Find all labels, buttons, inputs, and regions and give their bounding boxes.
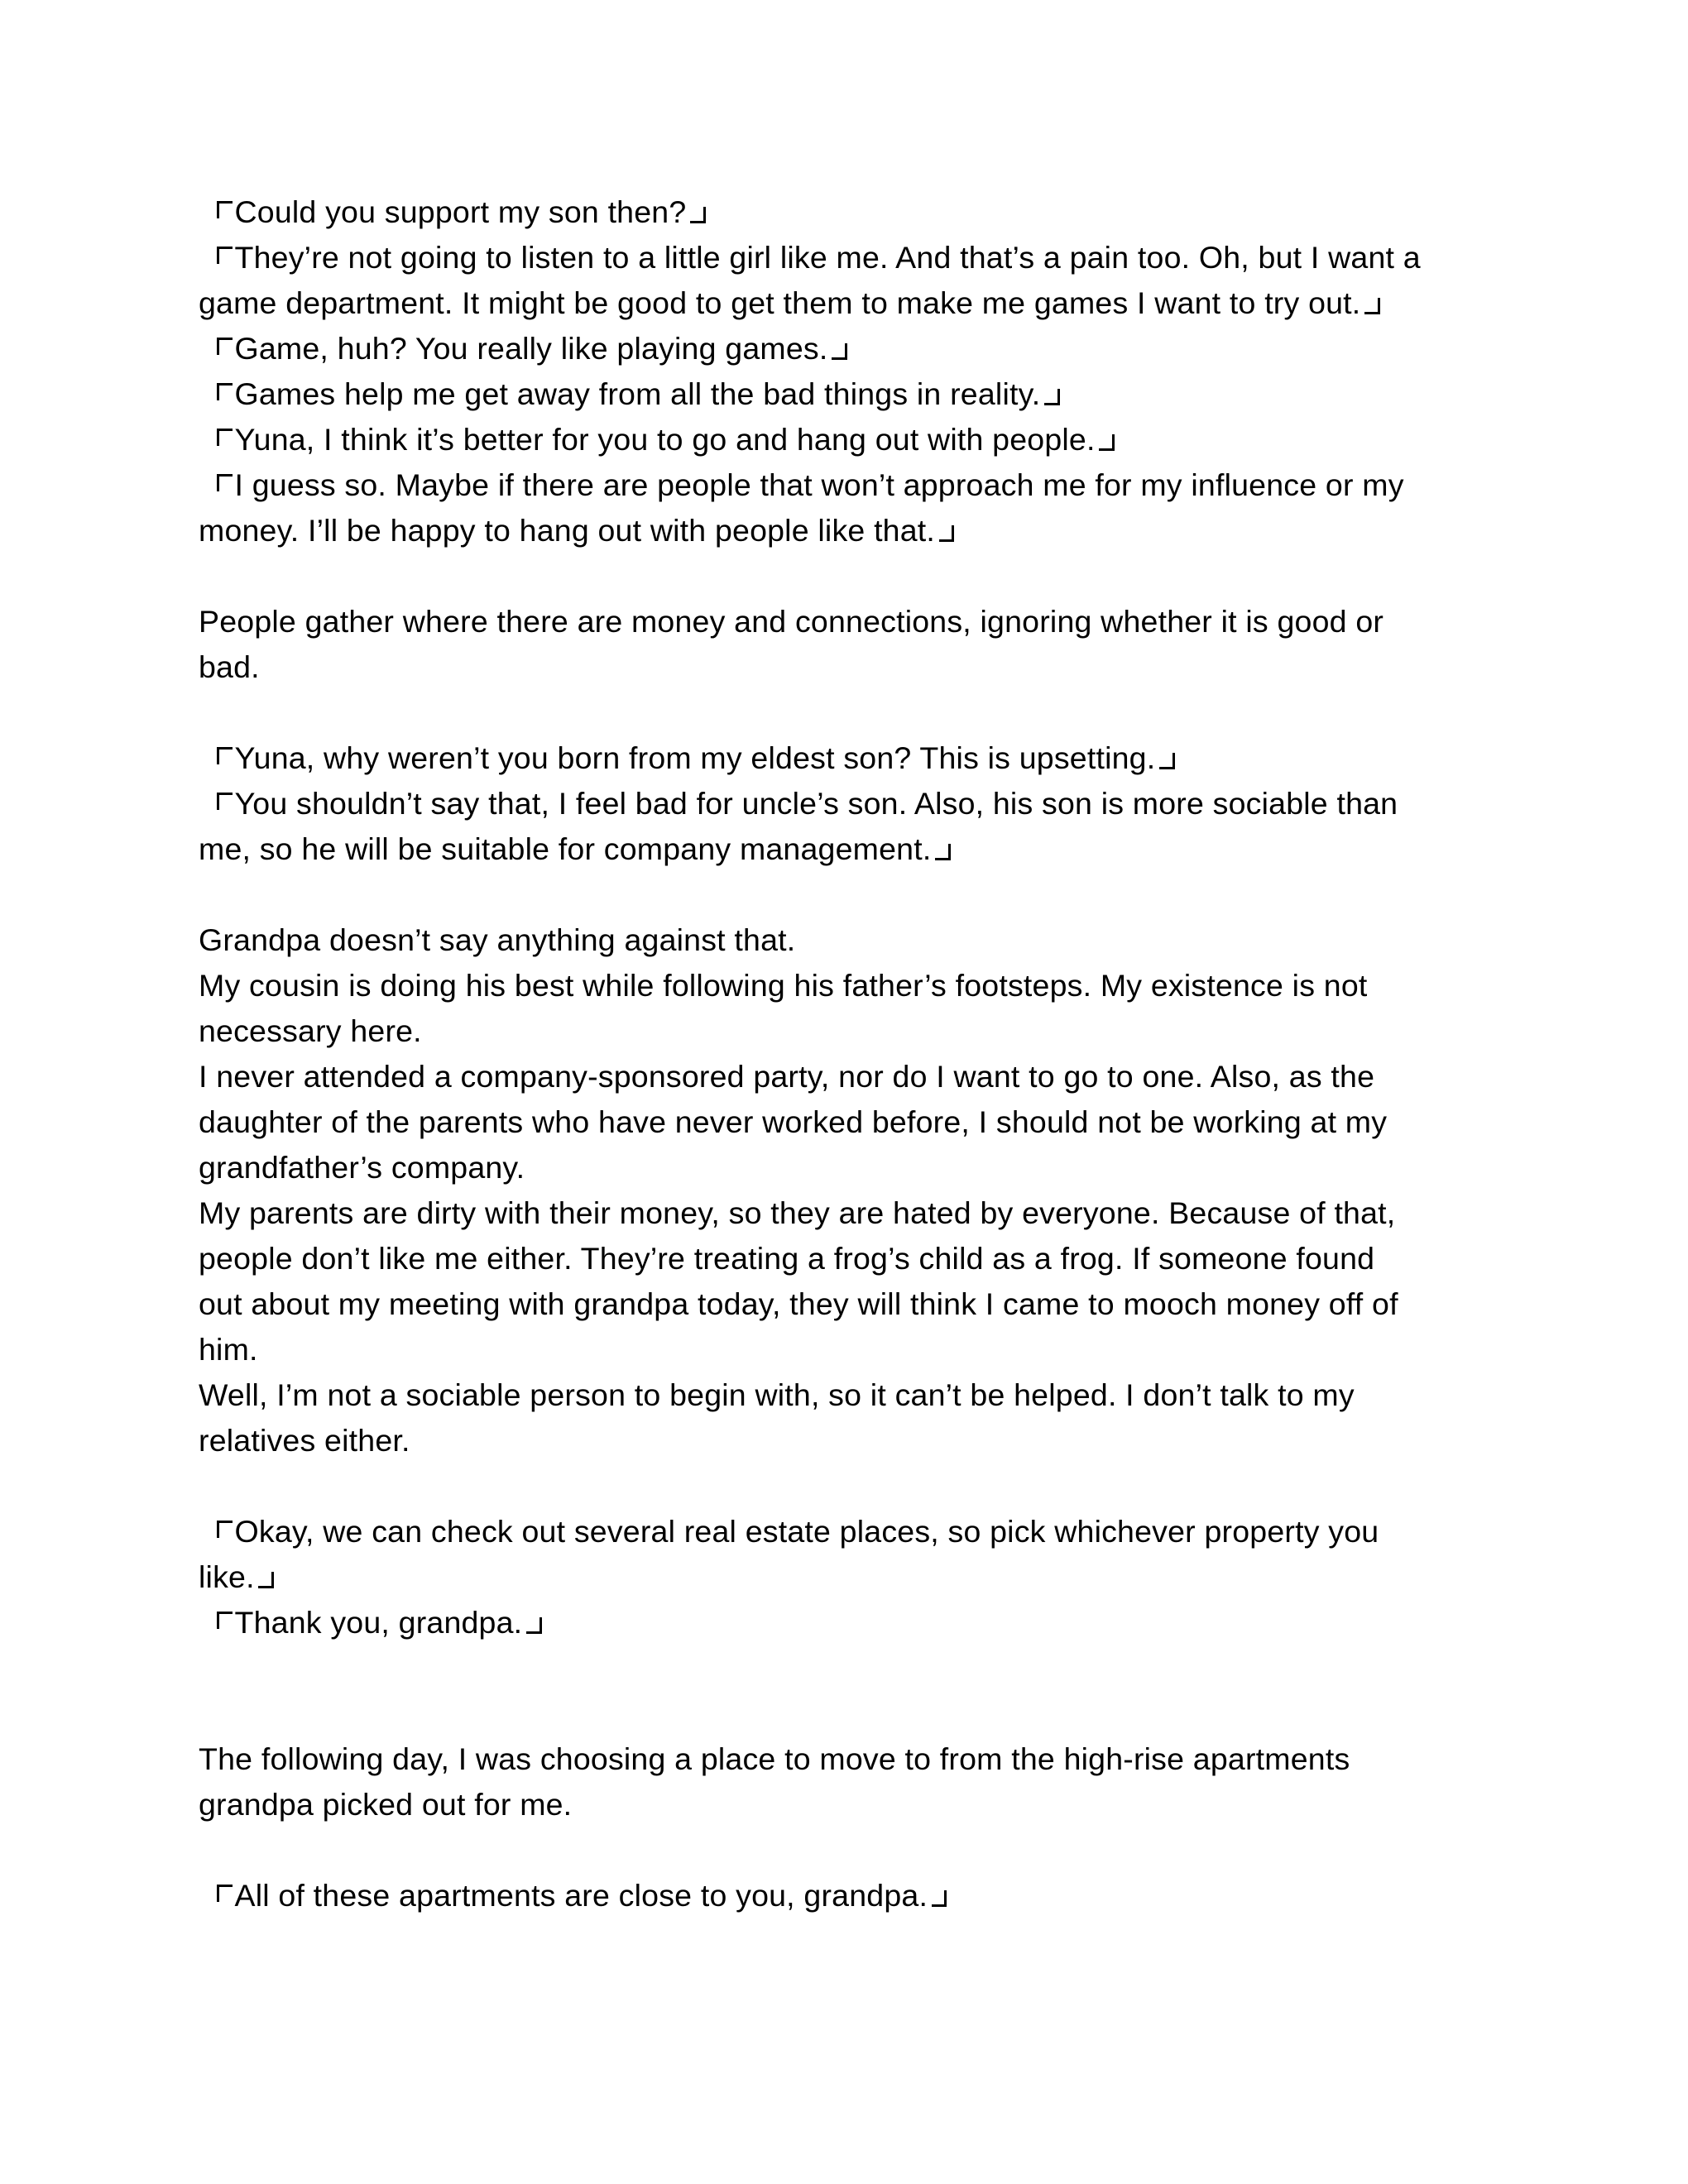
text-line: him. <box>199 1332 258 1367</box>
open-corner-bracket-icon <box>217 747 233 764</box>
text-line: Game, huh? You really like playing games. <box>199 326 1523 371</box>
close-corner-bracket-icon <box>526 1617 542 1635</box>
text-line: Games help me get away from all the bad things in reality. <box>199 371 1523 417</box>
close-corner-bracket-icon <box>935 844 951 861</box>
text-line: They’re not going to listen to a little girl like me. And that’s a pain too. Oh, but I want a <box>199 235 1523 280</box>
close-corner-bracket-icon <box>690 207 706 224</box>
blank-line <box>199 1463 1523 1509</box>
open-corner-bracket-icon <box>217 338 233 355</box>
close-corner-bracket-icon <box>932 1890 947 1908</box>
text-line: Okay, we can check out several real estate places, so pick whichever property you <box>199 1509 1523 1554</box>
text-line: My cousin is doing his best while following his father’s footsteps. My existence is not <box>199 968 1368 1003</box>
open-corner-bracket-icon <box>217 793 233 810</box>
open-corner-bracket-icon <box>217 474 233 491</box>
text-line: people don’t like me either. They’re treating a frog’s child as a frog. If someone found <box>199 1241 1375 1276</box>
text-line: me, so he will be suitable for company management. <box>199 826 1523 872</box>
text-line: I guess so. Maybe if there are people that won’t approach me for my influence or my <box>199 462 1523 508</box>
text-line: bad. <box>199 649 260 684</box>
blank-line <box>199 553 1523 599</box>
text-line: People gather where there are money and connections, ignoring whether it is good or <box>199 604 1384 639</box>
text-line: You shouldn’t say that, I feel bad for uncle’s son. Also, his son is more sociable than <box>199 781 1523 826</box>
text-line: Grandpa doesn’t say anything against that. <box>199 922 796 957</box>
open-corner-bracket-icon <box>217 201 233 218</box>
open-corner-bracket-icon <box>217 383 233 400</box>
text-line: Could you support my son then? <box>199 189 1523 235</box>
text-line: My parents are dirty with their money, so they are hated by everyone. Because of that, <box>199 1195 1396 1230</box>
text-line: like. <box>199 1554 1523 1600</box>
text-line: Yuna, why weren’t you born from my eldest son? This is upsetting. <box>199 735 1523 781</box>
open-corner-bracket-icon <box>217 1521 233 1538</box>
blank-line <box>199 1645 1523 1691</box>
text-line: Thank you, grandpa. <box>199 1600 1523 1645</box>
open-corner-bracket-icon <box>217 429 233 446</box>
close-corner-bracket-icon <box>1099 434 1115 452</box>
text-line: game department. It might be good to get them to make me games I want to try out. <box>199 280 1523 326</box>
text-line: grandfather’s company. <box>199 1150 525 1185</box>
text-line: Well, I’m not a sociable person to begin with, so it can’t be helped. I don’t talk to my <box>199 1377 1355 1412</box>
text-line: The following day, I was choosing a place to move to from the high-rise apartments <box>199 1741 1350 1776</box>
text-line: necessary here. <box>199 1013 422 1048</box>
close-corner-bracket-icon <box>258 1572 274 1589</box>
text-line: grandpa picked out for me. <box>199 1787 573 1822</box>
open-corner-bracket-icon <box>217 1612 233 1629</box>
document-text <box>199 189 1523 1918</box>
close-corner-bracket-icon <box>832 343 847 361</box>
text-line: All of these apartments are close to you, grandpa. <box>199 1873 1523 1918</box>
close-corner-bracket-icon <box>1364 298 1380 315</box>
text-line: I never attended a company-sponsored party, nor do I want to go to one. Also, as the <box>199 1059 1375 1094</box>
text-line: money. I’ll be happy to hang out with people like that. <box>199 508 1523 553</box>
open-corner-bracket-icon <box>217 1885 233 1902</box>
close-corner-bracket-icon <box>1159 753 1175 770</box>
blank-line <box>199 1827 1523 1873</box>
blank-line <box>199 872 1523 917</box>
text-line: daughter of the parents who have never worked before, I should not be working at my <box>199 1104 1388 1139</box>
open-corner-bracket-icon <box>217 247 233 264</box>
blank-line <box>199 690 1523 735</box>
text-line: Yuna, I think it’s better for you to go and hang out with people. <box>199 417 1523 462</box>
text-line: out about my meeting with grandpa today, they will think I came to mooch money off of <box>199 1286 1398 1321</box>
text-line: relatives either. <box>199 1423 410 1458</box>
blank-line <box>199 1691 1523 1736</box>
close-corner-bracket-icon <box>1044 389 1060 406</box>
close-corner-bracket-icon <box>939 525 955 543</box>
